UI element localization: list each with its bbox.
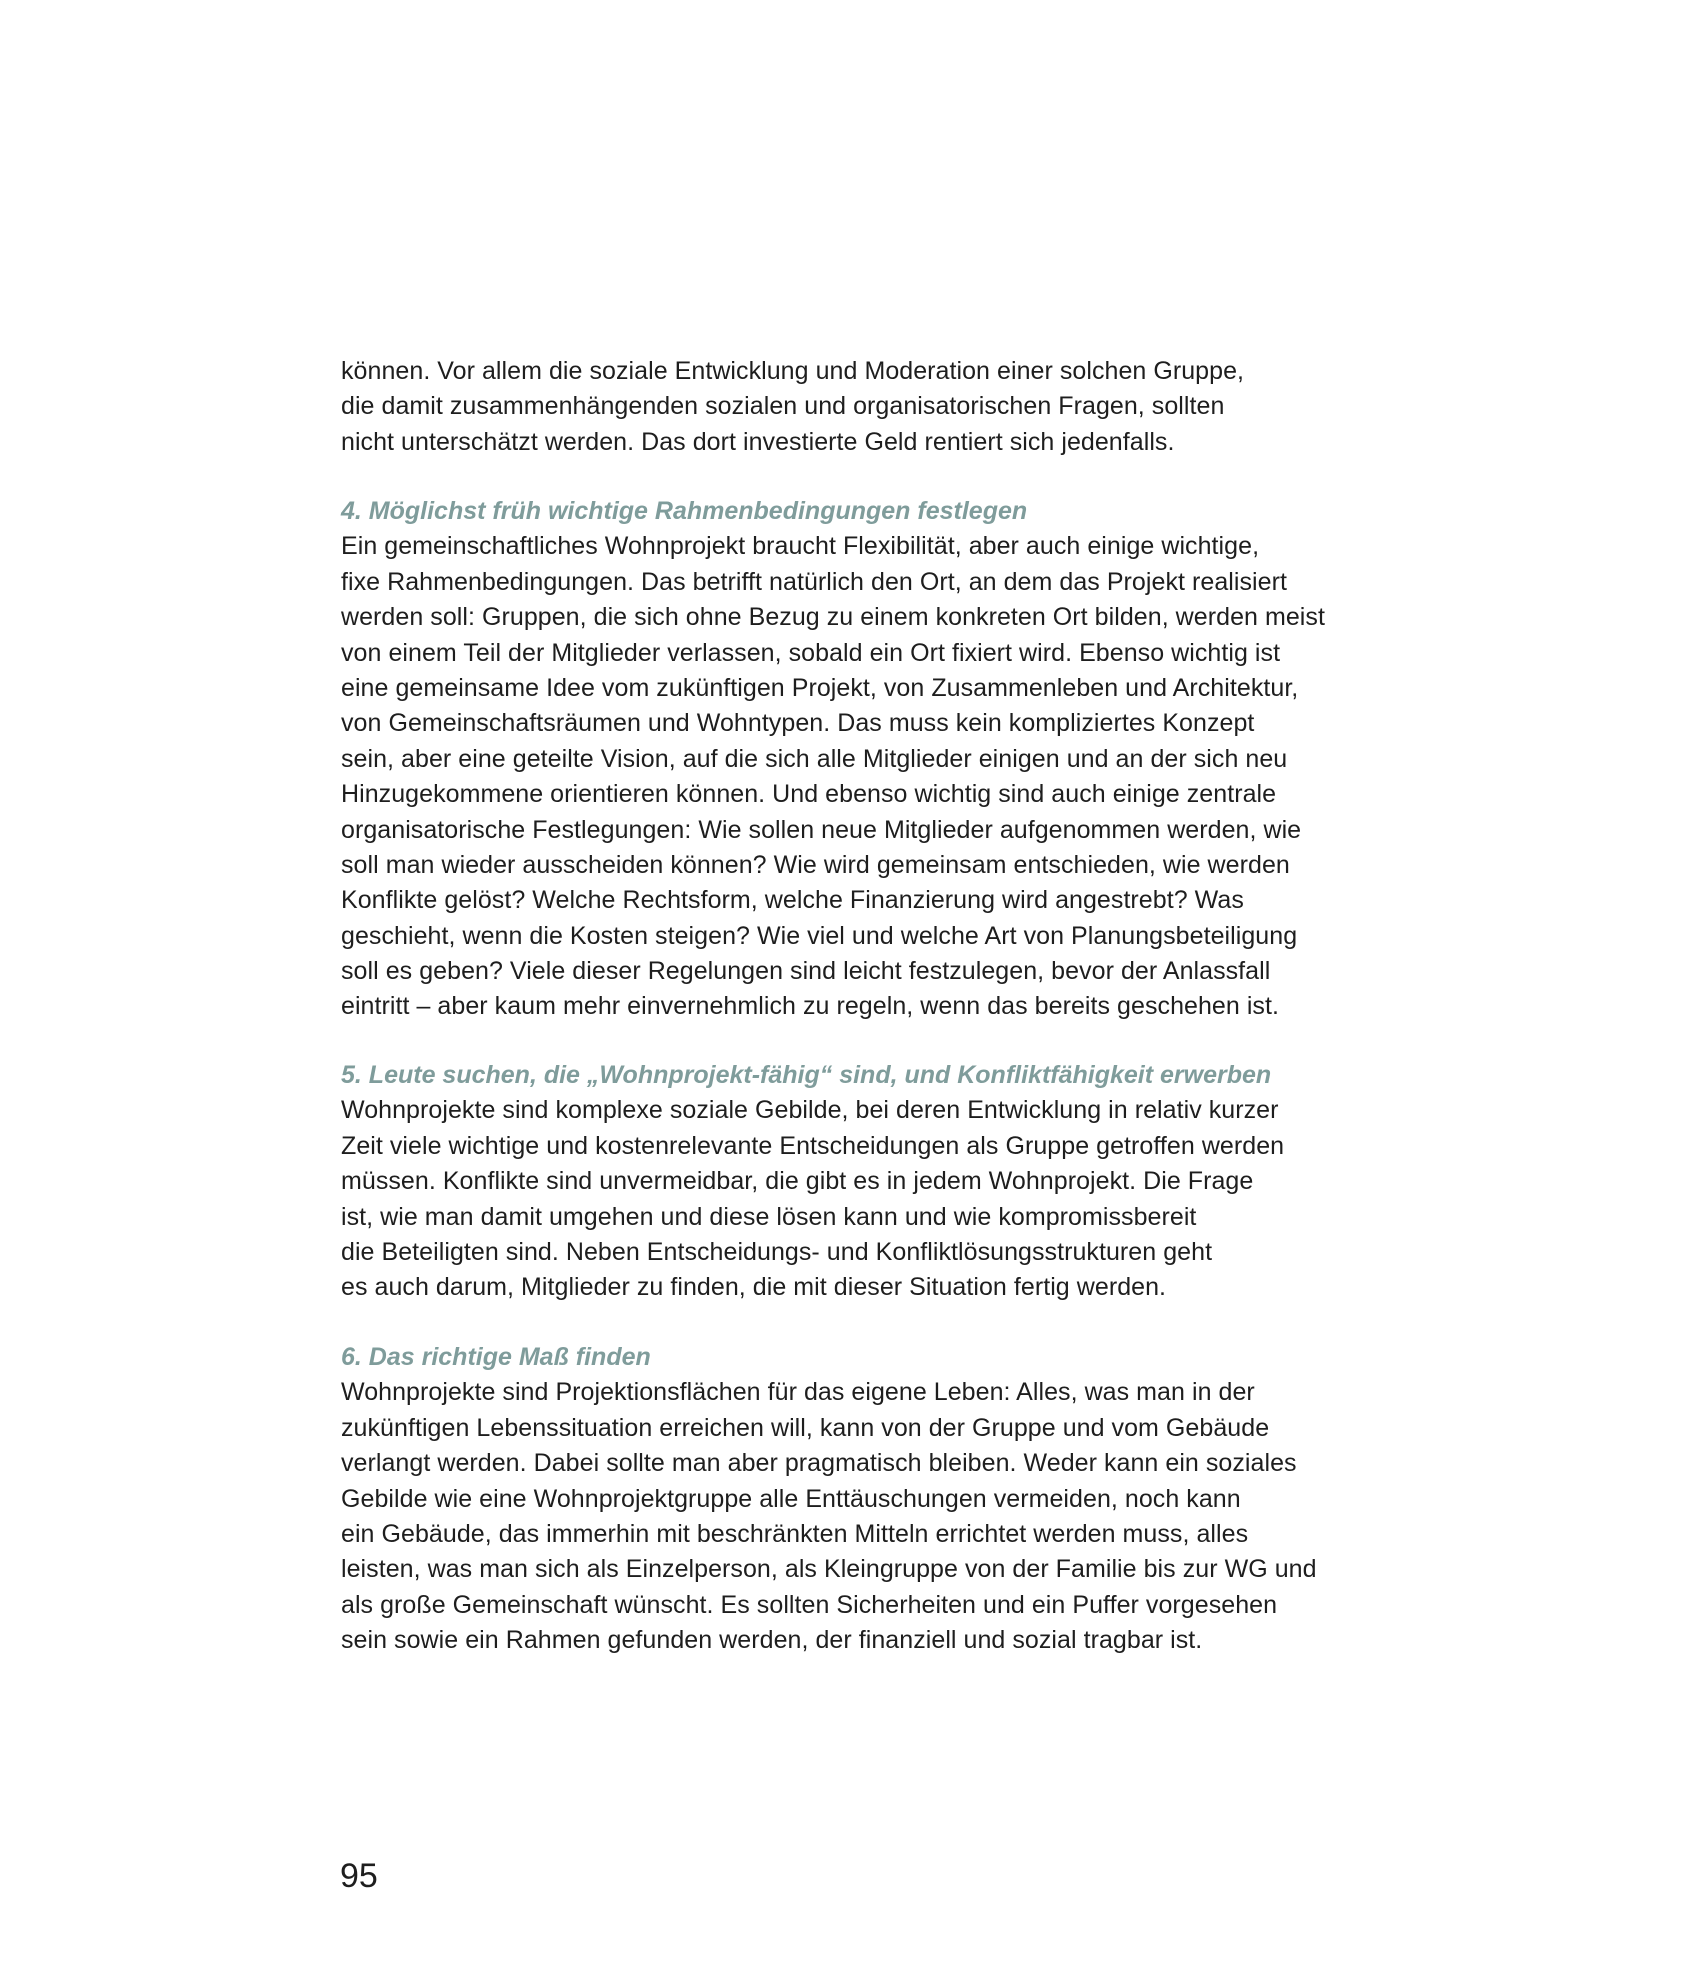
paragraph-line: organisatorische Festlegungen: Wie sollen neue Mitglieder aufgenommen werden, wie (341, 815, 1302, 844)
paragraph-line: zukünftigen Lebenssituation erreichen will, kann von der Gruppe und vom Gebäude (341, 1413, 1270, 1442)
intro-line: nicht unterschätzt werden. Das dort investierte Geld rentiert sich jedenfalls. (341, 427, 1175, 456)
section-4 (341, 494, 1421, 1025)
paragraph-line: verlangt werden. Dabei sollte man aber pragmatisch bleiben. Weder kann ein soziales (341, 1449, 1297, 1478)
paragraph-line: ist, wie man damit umgehen und diese lösen kann und wie kompromissbereit (341, 1202, 1197, 1231)
paragraph-line: müssen. Konflikte sind unvermeidbar, die gibt es in jedem Wohnprojekt. Die Frage (341, 1167, 1254, 1196)
section-6 (341, 1340, 1421, 1659)
paragraph-line: werden soll: Gruppen, die sich ohne Bezug zu einem konkreten Ort bilden, werden meist (341, 603, 1325, 632)
paragraph-line: Gebilde wie eine Wohnprojektgruppe alle Enttäuschungen vermeiden, noch kann (341, 1484, 1241, 1513)
section-heading: 6. Das richtige Maß finden (341, 1343, 651, 1371)
paragraph-line: die Beteiligten sind. Neben Entscheidungs- und Konfliktlösungsstrukturen geht (341, 1237, 1213, 1266)
paragraph-line: eine gemeinsame Idee vom zukünftigen Projekt, von Zusammenleben und Architektur, (341, 673, 1299, 702)
paragraph-line: sein, aber eine geteilte Vision, auf die sich alle Mitglieder einigen und an der sich neu (341, 744, 1288, 773)
paragraph-line: Ein gemeinschaftliches Wohnprojekt braucht Flexibilität, aber auch einige wichtige, (341, 532, 1260, 561)
paragraph-line: Zeit viele wichtige und kostenrelevante Entscheidungen als Gruppe getroffen werden (341, 1131, 1285, 1160)
intro-line: können. Vor allem die soziale Entwicklung und Moderation einer solchen Gruppe, (341, 357, 1245, 385)
section-5 (341, 1058, 1421, 1306)
section-heading: 4. Möglichst früh wichtige Rahmenbedingungen festlegen (341, 497, 1028, 525)
paragraph-line: soll es geben? Viele dieser Regelungen sind leicht festzulegen, bevor der Anlassfall (341, 957, 1271, 986)
paragraph-line: Hinzugekommene orientieren können. Und ebenso wichtig sind auch einige zentrale (341, 780, 1277, 809)
intro-line: die damit zusammenhängenden sozialen und organisatorischen Fragen, sollten (341, 392, 1225, 421)
paragraph-line: leisten, was man sich als Einzelperson, als Kleingruppe von der Familie bis zur WG und (341, 1555, 1317, 1584)
paragraph-line: Wohnprojekte sind komplexe soziale Gebilde, bei deren Entwicklung in relativ kurzer (341, 1096, 1279, 1125)
paragraph-line: geschieht, wenn die Kosten steigen? Wie viel und welche Art von Planungsbeteiligung (341, 921, 1298, 950)
paragraph-line: sein sowie ein Rahmen gefunden werden, der finanziell und sozial tragbar ist. (341, 1626, 1203, 1655)
paragraph-line: von einem Teil der Mitglieder verlassen, sobald ein Ort fixiert wird. Ebenso wichtig ist (341, 638, 1281, 667)
paragraph-line: eintritt – aber kaum mehr einvernehmlich zu regeln, wenn das bereits geschehen ist. (341, 992, 1279, 1021)
paragraph-line: ein Gebäude, das immerhin mit beschränkten Mitteln errichtet werden muss, alles (341, 1519, 1249, 1548)
paragraph-line: Wohnprojekte sind Projektionsflächen für das eigene Leben: Alles, was man in der (341, 1378, 1255, 1407)
paragraph-line: als große Gemeinschaft wünscht. Es sollten Sicherheiten und ein Puffer vorgesehen (341, 1590, 1278, 1619)
page-number: 95 (340, 1857, 378, 1895)
intro-paragraph (341, 354, 1421, 460)
section-heading: 5. Leute suchen, die „Wohnprojekt-fähig“ sind, und Konfliktfähigkeit erwerben (341, 1061, 1272, 1089)
paragraph-line: soll man wieder ausscheiden können? Wie wird gemeinsam entschieden, wie werden (341, 850, 1290, 879)
paragraph-line: von Gemeinschaftsräumen und Wohntypen. Das muss kein kompliziertes Konzept (341, 709, 1255, 738)
paragraph-line: fixe Rahmenbedingungen. Das betrifft natürlich den Ort, an dem das Projekt realisiert (341, 567, 1287, 596)
paragraph-line: Konflikte gelöst? Welche Rechtsform, welche Finanzierung wird angestrebt? Was (341, 886, 1244, 915)
paragraph-line: es auch darum, Mitglieder zu finden, die mit dieser Situation fertig werden. (341, 1273, 1167, 1302)
